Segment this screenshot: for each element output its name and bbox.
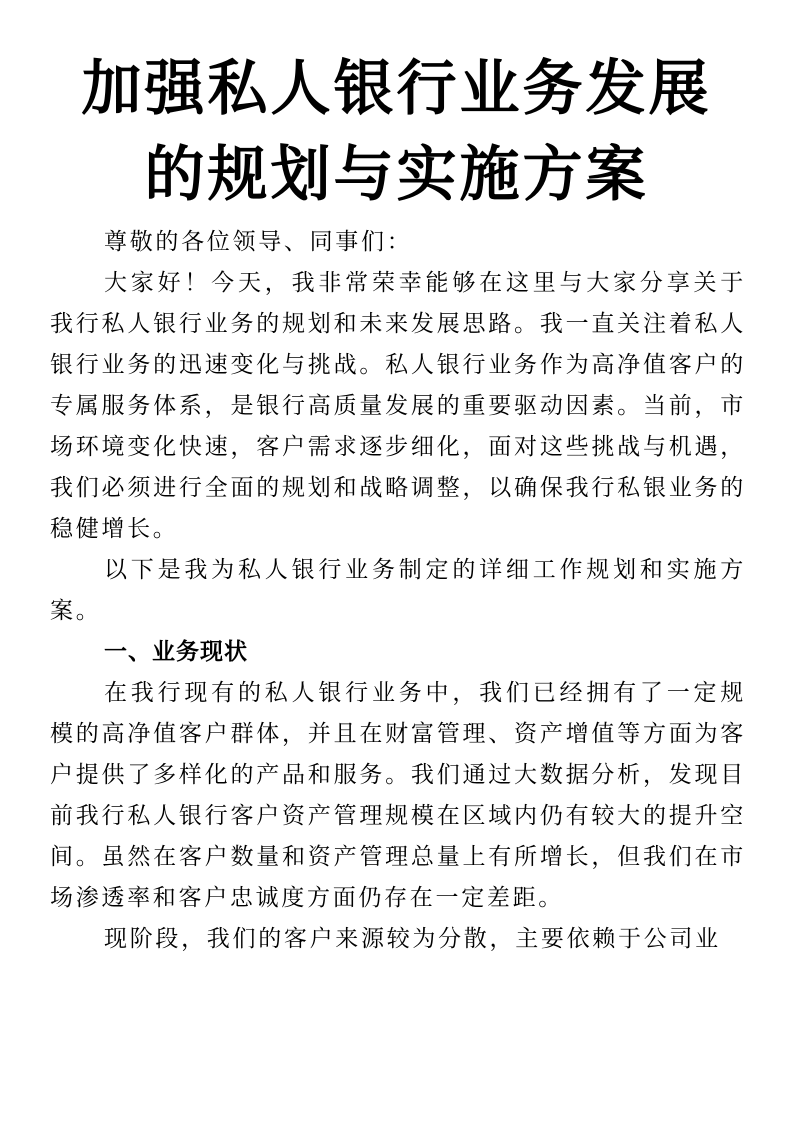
section-heading-business-status: 一、业务现状 — [104, 639, 248, 665]
title-line-1: 加强私人银行业务发展 — [81, 54, 712, 124]
paragraph-status-2: 现阶段，我们的客户来源较为分散，主要依赖于公司业 — [104, 926, 721, 952]
paragraph-greeting: 大家好！今天，我非常荣幸能够在这里与大家分享关于我行私人银行业务的规划和未来发展思路。我一直关注着私人银行业务的迅速变化与挑战。私人银行业务作为高净值客户的专属服务体系，是银行高质量发展的重要驱动因素。当前，市场环境变化快速，客户需求逐步细化，面对这些挑战与机遇，我们必须进行全面的规划和战略调整，以确保我行私银业务的稳健增长。 — [50, 270, 746, 542]
document-body — [50, 222, 746, 960]
salutation: 尊敬的各位领导、同事们： — [104, 229, 413, 255]
paragraph-status-1: 在我行现有的私人银行业务中，我们已经拥有了一定规模的高净值客户群体，并且在财富管理、资产增值等方面为客户提供了多样化的产品和服务。我们通过大数据分析，发现目前我行私人银行客户资产管理规模在区域内仍有较大的提升空间。虽然在客户数量和资产管理总量上有所增长，但我们在市场渗透率和客户忠诚度方面仍存在一定差距。 — [50, 680, 746, 911]
paragraph-intro: 以下是我为私人银行业务制定的详细工作规划和实施方案。 — [50, 557, 746, 624]
document-title — [0, 46, 793, 218]
title-line-2: 的规划与实施方案 — [144, 140, 649, 210]
